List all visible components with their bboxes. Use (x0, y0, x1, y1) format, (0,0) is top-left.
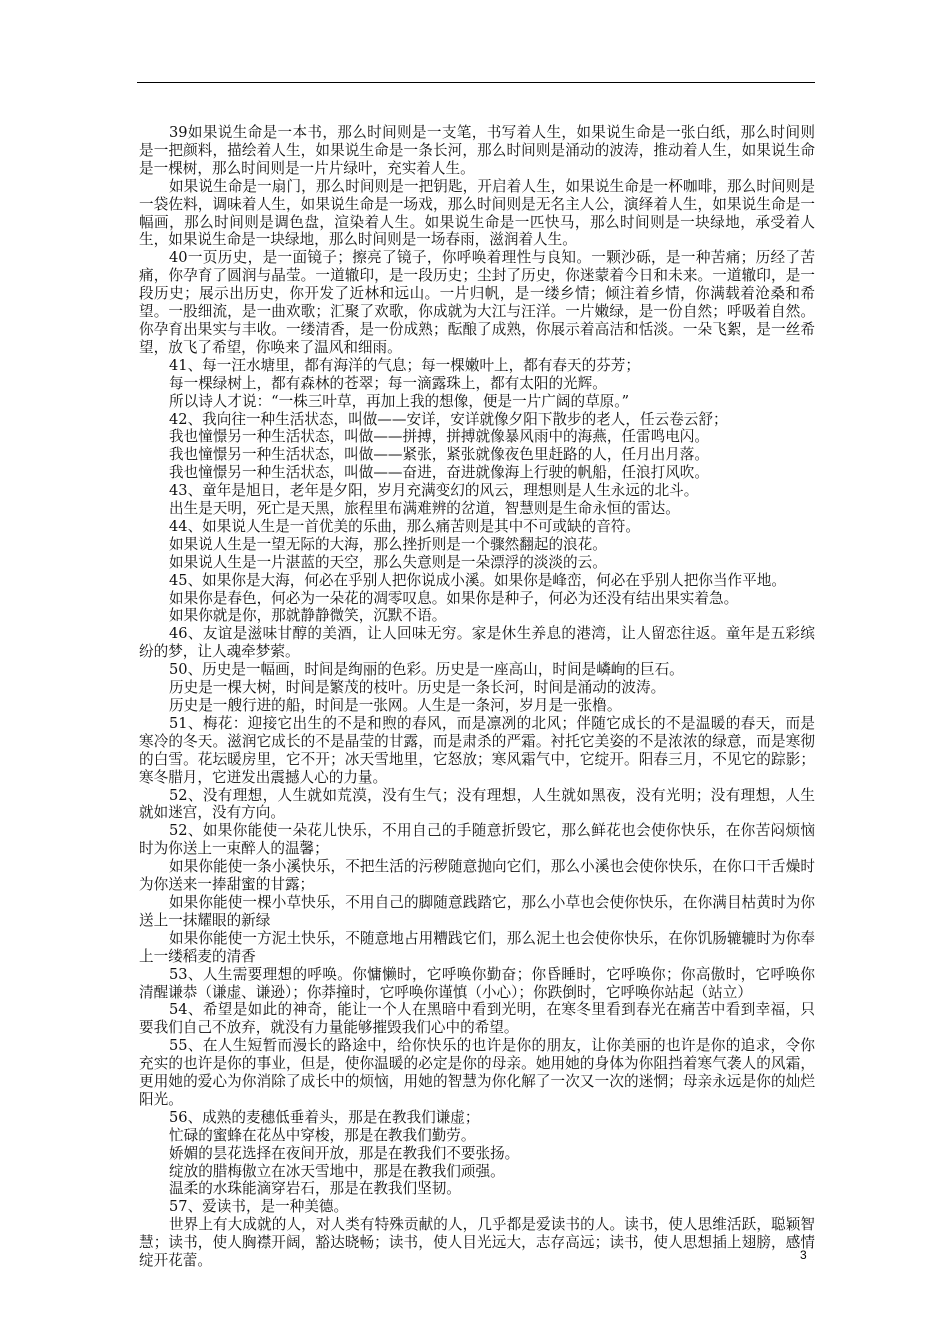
paragraph: 40一页历史，是一面镜子；擦亮了镜子，你呼唤着理性与良知。一颗沙砾，是一种苦痛；历经了苦痛，你孕育了圆润与晶莹。一道辙印，是一段历史；尘封了历史，你迷蒙着今日和未来。一道辙印，是一段历史；展示出历史，你开发了近林和远山。一片归帆，是一缕乡情；倾注着乡情，你满载着沧桑和希望。一股细流，是一曲欢歌；汇聚了欢歌，你成就为大江与汪洋。一片嫩绿，是一份自然；呼吸着自然。你孕育出果实与丰收。一缕清香，是一份成熟；酝酿了成熟，你展示着高洁和恬淡。一朵飞絮，是一丝希望，放飞了希望，你唤来了温风和细雨。 (139, 249, 815, 356)
paragraph: 如果说人生是一望无际的大海，那么挫折则是一个骤然翻起的浪花。 (169, 535, 607, 553)
paragraph: 55、在人生短暂而漫长的路途中，给你快乐的也许是你的朋友，让你美丽的也许是你的追求，令你充实的也许是你的事业，但是，使你温暖的必定是你的母亲。她用她的身体为你阻挡着寒气袭人的风霜，更用她的爱心为你消除了成长中的烦恼，用她的智慧为你化解了一次又一次的迷惘；母亲永远是你的灿烂阳光。 (139, 1037, 815, 1108)
paragraph: 历史是一艘行进的船，时间是一张网。人生是一条河，岁月是一张橹。 (169, 697, 622, 714)
paragraph: 57、爱读书，是一种美德。 (169, 1198, 349, 1216)
paragraph: 50、历史是一幅画，时间是绚丽的色彩。历史是一座高山，时间是嶙峋的巨石。 (169, 661, 684, 679)
paragraph: 我也憧憬另一种生活状态，叫做——紧张，紧张就像夜色里赶路的人，任月出月落。 (169, 446, 709, 464)
paragraph: 54、希望是如此的神奇，能让一个人在黑暗中看到光明，在寒冬里看到春光在痛苦中看到幸福，只要我们自己不放弃，就没有力量能够摧毁我们心中的希望。 (139, 1001, 815, 1037)
body-text (139, 124, 815, 1270)
paragraph: 世界上有大成就的人，对人类有特殊贡献的人，几乎都是爱读书的人。读书，使人思维活跃，聪颖智慧；读书，使人胸襟开阔，豁达晓畅；读书，使人目光远大，志存高远；读书，使人思想插上翅膀，感情绽开花蕾。 (139, 1216, 815, 1270)
paragraph: 39如果说生命是一本书，那么时间则是一支笔，书写着人生，如果说生命是一张白纸，那么时间则是一把颜料，描绘着人生，如果说生命是一条长河，那么时间则是涌动的波涛，推动着人生，如果说生命是一棵树，那么时间则是一片片绿叶，充实着人生。 (139, 124, 815, 177)
paragraph: 53、人生需要理想的呼唤。你慵懒时，它呼唤你勤奋；你昏睡时，它呼唤你；你高傲时，它呼唤你清醒谦恭（谦虚、谦逊）；你莽撞时，它呼唤你谨慎（小心）；你跌倒时，它呼唤你站起（站立） (139, 965, 815, 1001)
header-rule (137, 82, 815, 83)
paragraph: 45、如果你是大海，何必在乎别人把你说成小溪。如果你是峰峦，何必在乎别人把你当作平地。 (169, 571, 786, 589)
paragraph: 绽放的腊梅傲立在冰天雪地中，那是在教我们顽强。 (169, 1162, 505, 1180)
paragraph: 42、我向往一种生活状态，叫做——安详，安详就像夕阳下散步的老人，任云卷云舒； (169, 410, 728, 428)
paragraph: 如果你能使一方泥土快乐，不随意地占用糟践它们，那么泥土也会使你快乐，在你饥肠辘辘时为你奉上一缕稻麦的清香 (139, 929, 815, 965)
paragraph: 出生是天明，死亡是天黑，旅程里布满难辨的岔道，智慧则是生命永恒的雷达。 (169, 500, 680, 518)
paragraph: 每一棵绿树上，都有森林的苍翠；每一滴露珠上，都有太阳的光辉。 (169, 374, 607, 392)
paragraph: 历史是一棵大树，时间是繁茂的枝叶。历史是一条长河，时间是涌动的波涛。 (169, 679, 666, 697)
paragraph: 52、如果你能使一朵花儿快乐，不用自己的手随意折毁它，那么鲜花也会使你快乐，在你苦闷烦恼时为你送上一束醉人的温馨； (139, 822, 815, 858)
paragraph: 46、友谊是滋味甘醇的美酒，让人回味无穷。家是休生养息的港湾，让人留恋往返。童年是五彩缤纷的梦，让人魂牵梦萦。 (139, 625, 815, 661)
paragraph: 如果你就是你，那就静静微笑，沉默不语。 (169, 607, 447, 625)
paragraph: 所以诗人才说：“一株三叶草，再加上我的想像，便是一片广阔的草原。” (169, 392, 630, 410)
paragraph: 如果你能使一条小溪快乐，不把生活的污秽随意抛向它们，那么小溪也会使你快乐，在你口干舌燥时为你送来一捧甜蜜的甘露； (139, 858, 815, 894)
paragraph: 我也憧憬另一种生活状态，叫做——奋进，奋进就像海上行驶的帆船，任浪打风吹。 (169, 464, 709, 482)
paragraph: 忙碌的蜜蜂在花丛中穿梭，那是在教我们勤劳。 (169, 1126, 476, 1144)
paragraph: 如果你能使一棵小草快乐，不用自己的脚随意践踏它，那么小草也会使你快乐，在你满目枯黄时为你送上一抹耀眼的新绿 (139, 893, 815, 929)
paragraph: 52、没有理想，人生就如荒漠，没有生气；没有理想，人生就如黑夜，没有光明；没有理想，人生就如迷宫，没有方向。 (139, 786, 815, 822)
paragraph: 44、如果说人生是一首优美的乐曲，那么痛苦则是其中不可或缺的音符。 (169, 517, 640, 535)
paragraph: 51、梅花：迎接它出生的不是和煦的春风，而是凛冽的北风；伴随它成长的不是温暖的春天，而是寒冷的冬天。滋润它成长的不是晶莹的甘露，而是肃杀的严霜。衬托它美姿的不是浓浓的绿意，而是寒彻的白雪。花坛暖房里，它不开；冰天雪地里，它怒放；寒风霜气中，它绽开。阳春三月，不见它的踪影；寒冬腊月，它迸发出震撼人心的力量。 (139, 714, 815, 786)
paragraph: 56、成熟的麦穗低垂着头，那是在教我们谦虚； (169, 1108, 480, 1126)
paragraph: 娇媚的昙花选择在夜间开放，那是在教我们不要张扬。 (169, 1144, 520, 1162)
paragraph: 41、每一汪水塘里，都有海洋的气息；每一棵嫩叶上，都有春天的芬芳； (169, 356, 640, 374)
page-number: 3 (800, 1248, 807, 1262)
paragraph: 温柔的水珠能滴穿岩石，那是在教我们坚韧。 (169, 1180, 461, 1198)
paragraph: 如果说生命是一扇门，那么时间则是一把钥匙，开启着人生，如果说生命是一杯咖啡，那么时间则是一袋佐料，调味着人生，如果说生命是一场戏，那么时间则是无名主人公，演绎着人生，如果说生命是一幅画，那么时间则是调色盘，渲染着人生。如果说生命是一匹快马，那么时间则是一块绿地，承受着人生，如果说生命是一块绿地，那么时间则是一场春雨，滋润着人生。 (139, 177, 815, 249)
paragraph: 如果说人生是一片湛蓝的天空，那么失意则是一朵漂浮的淡淡的云。 (169, 553, 607, 571)
paragraph: 如果你是春色，何必为一朵花的凋零叹息。如果你是种子，何必为还没有结出果实着急。 (169, 589, 739, 607)
paragraph: 我也憧憬另一种生活状态，叫做——拼搏，拼搏就像暴风雨中的海燕，任雷鸣电闪。 (169, 428, 709, 446)
paragraph: 43、童年是旭日，老年是夕阳，岁月充满变幻的风云，理想则是人生永远的北斗。 (169, 482, 699, 500)
